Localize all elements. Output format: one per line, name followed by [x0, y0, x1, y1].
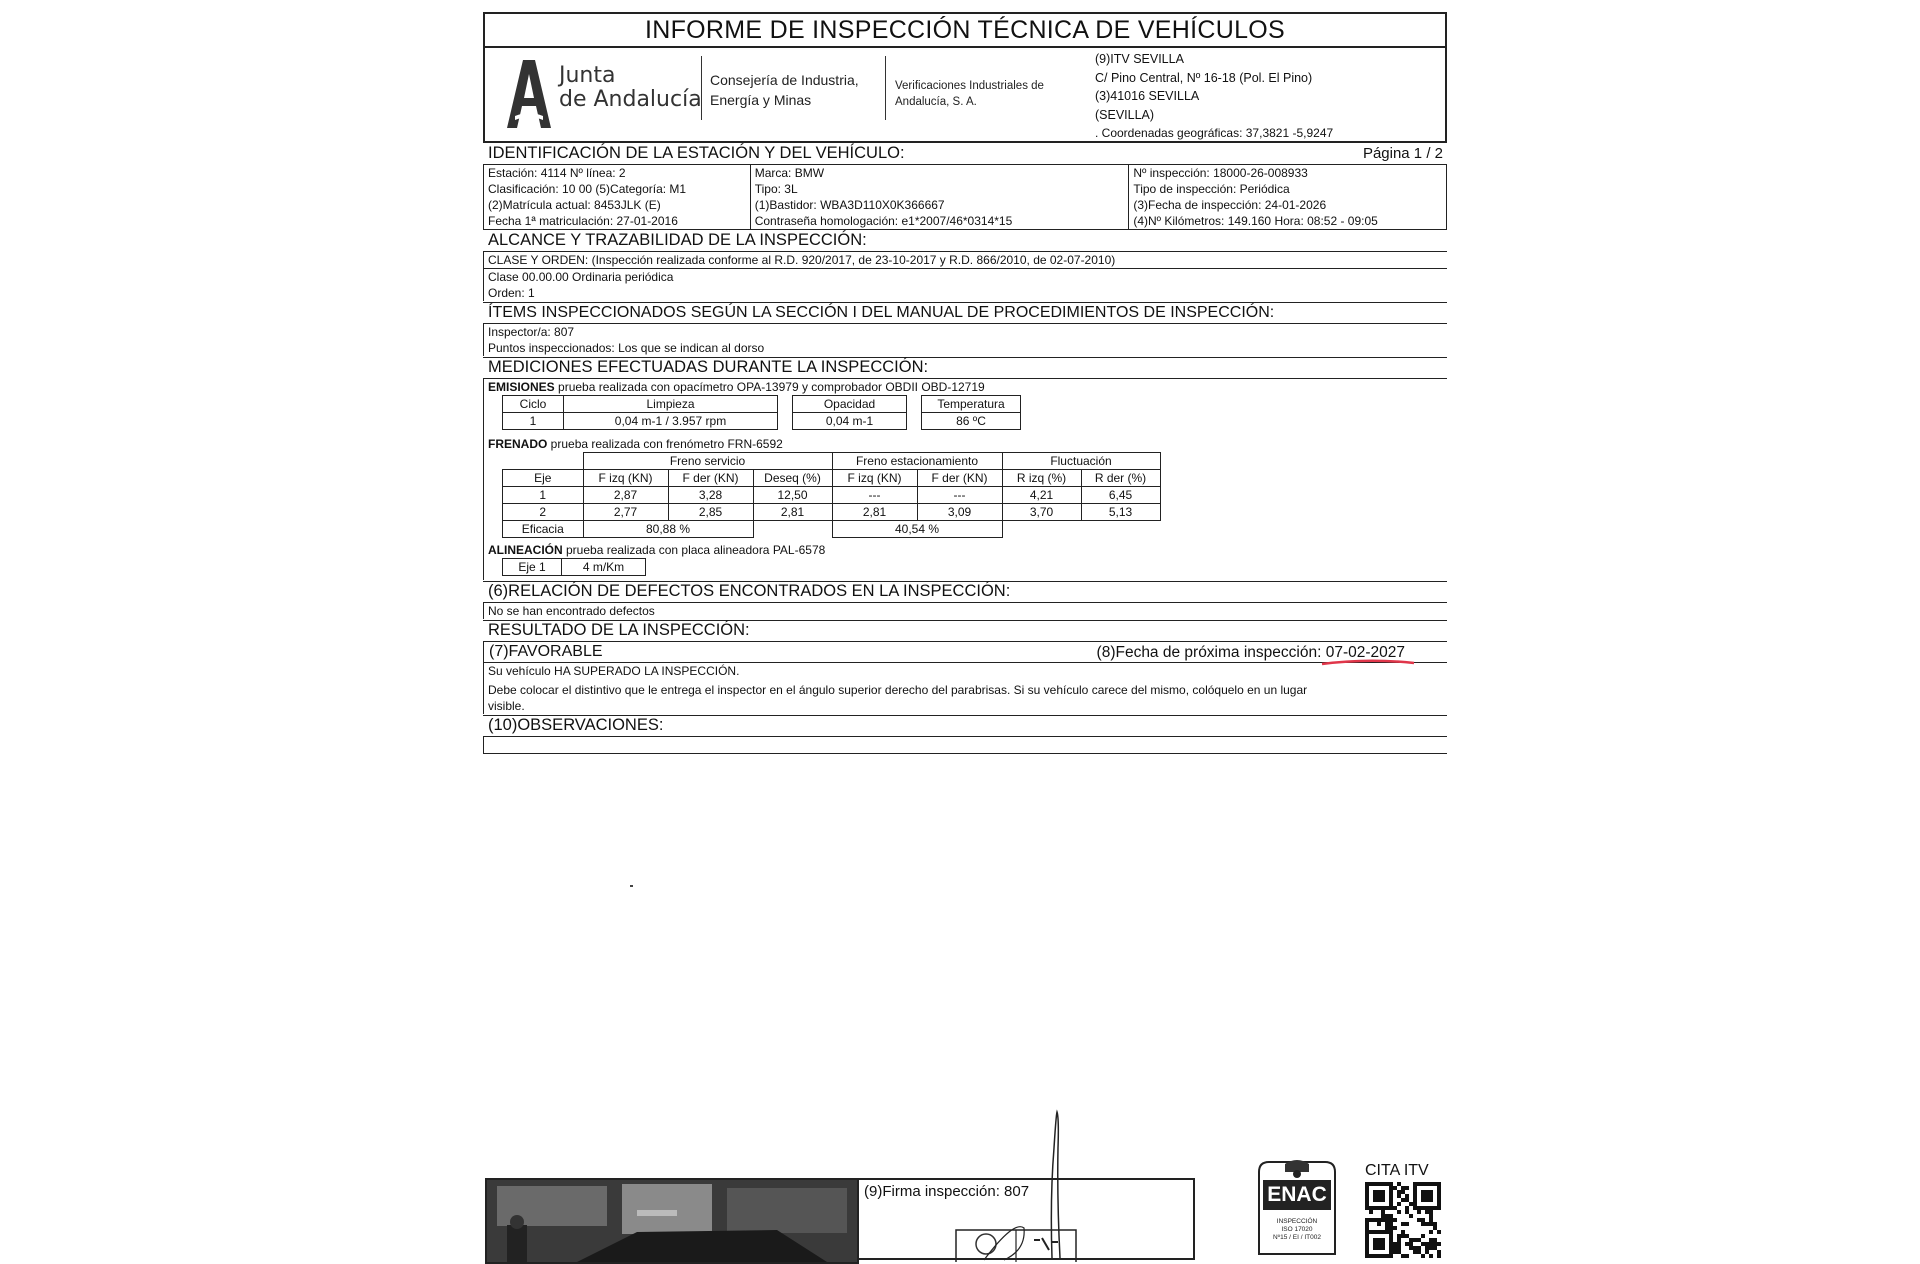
table-cell: 2,81	[832, 504, 917, 521]
station-address	[1095, 50, 1333, 143]
next-inspection	[1097, 643, 1405, 662]
resultado-details	[484, 662, 1447, 714]
table-header: Limpieza	[564, 396, 778, 413]
header-divider	[885, 56, 886, 120]
table-group-header: Freno servicio	[583, 453, 832, 470]
ident-field: (4)Nº Kilómetros: 149.160 Hora: 08:52 - 09:05	[1133, 214, 1378, 228]
enac-line: Nº15 / EI / IT002	[1273, 1234, 1321, 1241]
mediciones-block	[483, 378, 1447, 580]
clase-text: Clase 00.00.00 Ordinaria periódica	[488, 270, 674, 284]
header-divider	[701, 56, 702, 120]
section-defectos: (6)RELACIÓN DE DEFECTOS ENCONTRADOS EN LA INSPECCIÓN:	[483, 581, 1447, 602]
verif-line-1: Verificaciones Industriales de	[895, 80, 1044, 92]
emisiones-text: prueba realizada con opacímetro OPA-13979 y comprobador OBDII OBD-12719	[554, 380, 985, 394]
firma-box	[857, 1178, 1195, 1260]
table-cell: 1	[503, 487, 584, 504]
table-header: Deseq (%)	[753, 470, 832, 487]
table-row	[503, 487, 1161, 504]
emissions-table	[502, 395, 1021, 430]
table-header: R izq (%)	[1002, 470, 1081, 487]
table-cell: Eficacia	[503, 521, 584, 538]
alineacion-text: prueba realizada con placa alineadora PAL-6578	[562, 543, 826, 557]
enac-line: ISO 17020	[1281, 1226, 1313, 1233]
ident-field: Tipo: 3L	[754, 182, 798, 196]
brake-table	[502, 452, 1161, 538]
emisiones-label: EMISIONES	[488, 380, 555, 394]
logo-line-2: de Andalucía	[559, 87, 702, 112]
enac-line: INSPECCIÓN	[1276, 1218, 1318, 1225]
defectos-block	[483, 602, 1447, 619]
table-cell: 4,21	[1002, 487, 1081, 504]
next-inspection-date: 07-02-2027	[1325, 644, 1405, 661]
next-inspection-label: (8)Fecha de próxima inspección:	[1096, 644, 1326, 661]
ident-field: Fecha 1ª matriculación: 27-01-2016	[488, 214, 678, 228]
firma-label: (9)Firma inspección: 807	[864, 1183, 1030, 1200]
consejeria-line-1: Consejería de Industria,	[710, 72, 859, 88]
address-line: C/ Pino Central, Nº 16-18 (Pol. El Pino)	[1095, 70, 1313, 85]
resultado-block	[483, 641, 1447, 714]
ident-field: (3)Fecha de inspección: 24-01-2026	[1133, 198, 1327, 212]
table-cell: 40,54 %	[832, 521, 1002, 538]
resultado-line: visible.	[488, 699, 525, 713]
table-cell: ---	[832, 487, 917, 504]
table-cell: 0,04 m-1	[793, 413, 907, 430]
defectos-text: No se han encontrado defectos	[488, 604, 655, 618]
logo-line-1: Junta	[559, 63, 616, 88]
section-heading: IDENTIFICACIÓN DE LA ESTACIÓN Y DEL VEHÍCULO:	[488, 144, 905, 162]
consejeria-text	[710, 70, 859, 110]
verdict-row	[484, 642, 1447, 662]
address-line: . Coordenadas geográficas: 37,3821 -5,9247	[1095, 126, 1334, 140]
table-cell: ---	[917, 487, 1002, 504]
report-header	[483, 46, 1447, 143]
alcance-block	[483, 251, 1447, 301]
scan-speck	[630, 885, 633, 887]
table-cell: 12,50	[753, 487, 832, 504]
ident-field: (1)Bastidor: WBA3D110X0K366667	[754, 198, 945, 212]
inspection-report	[483, 12, 1447, 754]
puntos-text: Puntos inspeccionados: Los que se indican al dorso	[488, 341, 765, 355]
table-cell: 3,28	[668, 487, 753, 504]
frenado-line	[484, 436, 1447, 452]
cita-itv-label: CITA ITV	[1365, 1162, 1429, 1179]
table-cell: 2,85	[668, 504, 753, 521]
vehicle-identification-grid	[483, 164, 1447, 230]
vehicle-photo	[485, 1178, 859, 1264]
address-line: (3)41016 SEVILLA	[1095, 89, 1200, 103]
table-cell: 86 ºC	[922, 413, 1021, 430]
emisiones-line	[484, 379, 1447, 395]
table-header: F izq (KN)	[832, 470, 917, 487]
table-cell: 3,70	[1002, 504, 1081, 521]
section-mediciones: MEDICIONES EFECTUADAS DURANTE LA INSPECCIÓN:	[483, 357, 1447, 378]
junta-andalucia-logo	[505, 58, 702, 133]
table-cell: 2,87	[583, 487, 668, 504]
table-header: R der (%)	[1081, 470, 1160, 487]
section-identificacion	[483, 144, 1447, 164]
section-observaciones: (10)OBSERVACIONES:	[483, 715, 1447, 736]
table-header: Temperatura	[922, 396, 1021, 413]
table-header: F der (KN)	[668, 470, 753, 487]
enac-text: ENAC	[1267, 1183, 1327, 1206]
verdict-text: (7)FAVORABLE	[489, 643, 603, 660]
enac-logo	[1255, 1158, 1339, 1256]
table-cell: 4 m/Km	[562, 559, 646, 576]
verificaciones-text	[895, 78, 1044, 110]
table-cell: 2	[503, 504, 584, 521]
orden-text: Orden: 1	[488, 286, 535, 300]
resultado-line: Su vehículo HA SUPERADO LA INSPECCIÓN.	[488, 664, 740, 678]
next-inspection-date-wrap	[1326, 644, 1405, 661]
verif-line-2: Andalucía, S. A.	[895, 96, 977, 108]
section-alcance: ALCANCE Y TRAZABILIDAD DE LA INSPECCIÓN:	[488, 231, 867, 249]
observaciones-box	[483, 736, 1447, 754]
ident-field: Clasificación: 10 00 (5)Categoría: M1	[488, 182, 687, 196]
ident-field: Nº inspección: 18000-26-008933	[1133, 166, 1308, 180]
table-group-header: Fluctuación	[1002, 453, 1160, 470]
inspector-text: Inspector/a: 807	[488, 325, 575, 339]
table-cell: 3,09	[917, 504, 1002, 521]
items-block	[483, 323, 1447, 356]
section-items: ÍTEMS INSPECCIONADOS SEGÚN LA SECCIÓN I DEL MANUAL DE PROCEDIMIENTOS DE INSPECCIÓN:	[483, 302, 1447, 323]
ident-field: (2)Matrícula actual: 8453JLK (E)	[488, 198, 661, 212]
table-cell: 2,77	[583, 504, 668, 521]
frenado-label: FRENADO	[488, 437, 548, 451]
junta-logo-icon	[505, 58, 553, 130]
table-cell: 6,45	[1081, 487, 1160, 504]
table-header: F izq (KN)	[583, 470, 668, 487]
table-cell: 5,13	[1081, 504, 1160, 521]
frenado-text: prueba realizada con frenómetro FRN-6592	[547, 437, 783, 451]
table-group-header: Freno estacionamiento	[832, 453, 1002, 470]
table-cell: 2,81	[753, 504, 832, 521]
table-cell: 0,04 m-1 / 3.957 rpm	[564, 413, 778, 430]
table-cell: 1	[503, 413, 564, 430]
alineacion-label: ALINEACIÓN	[488, 543, 563, 557]
page-number: Página 1 / 2	[1362, 145, 1443, 162]
ident-field: Tipo de inspección: Periódica	[1133, 182, 1290, 196]
table-row	[503, 521, 1161, 538]
section-resultado: RESULTADO DE LA INSPECCIÓN:	[483, 620, 1447, 641]
cita-itv-qr	[1365, 1162, 1445, 1263]
alineacion-line	[484, 542, 1447, 558]
ident-field: Marca: BMW	[754, 166, 825, 180]
table-header: Ciclo	[503, 396, 564, 413]
inspector-stamp	[954, 1220, 1084, 1262]
table-cell: 80,88 %	[583, 521, 753, 538]
qr-code-icon[interactable]	[1365, 1182, 1441, 1258]
consejeria-line-2: Energía y Minas	[710, 92, 812, 108]
clase-orden-text: CLASE Y ORDEN: (Inspección realizada conforme al R.D. 920/2017, de 23-10-2017 y R.D. 866/2010, de 02-07-2010)	[484, 252, 1447, 269]
table-cell: Eje 1	[503, 559, 562, 576]
signature-area	[485, 1178, 1195, 1260]
resultado-line: Debe colocar el distintivo que le entrega el inspector en el ángulo superior derecho del parabrisas. Si su vehículo carece del mismo, colóquelo en un lugar	[488, 683, 1308, 697]
enac-details	[1261, 1218, 1333, 1242]
alignment-table	[502, 558, 646, 576]
address-line: (SEVILLA)	[1095, 107, 1155, 122]
table-header: Eje	[503, 470, 584, 487]
ident-field: Contraseña homologación: e1*2007/46*0314*15	[754, 214, 1013, 228]
table-header: Opacidad	[793, 396, 907, 413]
table-row	[503, 504, 1161, 521]
table-header: F der (KN)	[917, 470, 1002, 487]
report-title: INFORME DE INSPECCIÓN TÉCNICA DE VEHÍCULOS	[483, 12, 1447, 46]
address-line: (9)ITV SEVILLA	[1095, 52, 1184, 66]
ident-field: Estación: 4114 Nº línea: 2	[488, 166, 626, 180]
vehicle-photo-image	[487, 1180, 857, 1262]
